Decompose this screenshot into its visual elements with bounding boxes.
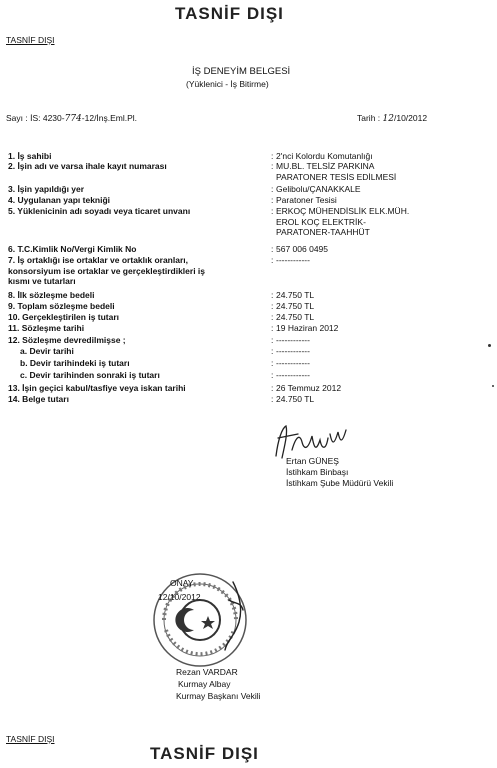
row-colon: :	[271, 383, 274, 393]
row-value-line: ------------	[276, 358, 310, 368]
row-label	[8, 335, 126, 346]
row-label	[8, 195, 110, 206]
row-label-line: 1. İş sahibi	[8, 151, 52, 161]
doc-title: İŞ DENEYİM BELGESİ	[192, 66, 291, 77]
row-label-line: kısmı ve tutarları	[8, 276, 76, 286]
signer-name: Ertan GÜNEŞ	[286, 456, 339, 466]
row-colon: :	[271, 312, 274, 322]
row-label-line: 5. Yüklenicinin adı soyadı veya ticaret unvanı	[8, 206, 191, 216]
signer-rank: İstihkam Binbaşı	[286, 467, 349, 477]
row-label	[8, 161, 167, 172]
scan-dot	[488, 344, 491, 347]
row-label	[8, 301, 115, 312]
row-label	[8, 206, 190, 217]
row-label	[8, 312, 119, 323]
row-label-line: 13. İşin geçici kabul/tasfiye veya iskan tarihi	[8, 383, 186, 393]
reference-handwritten: 774	[64, 114, 82, 124]
row-value-line: ------------	[276, 255, 310, 265]
row-value	[276, 195, 337, 206]
date-suffix: /10/2012	[393, 113, 428, 123]
date-label: Tarih :	[357, 113, 381, 123]
row-value-line: EROL KOÇ ELEKTRİK-	[276, 216, 366, 227]
row-label-line: konsorsiyum ise ortaklar ve gerçekleştirdikleri iş	[8, 265, 206, 276]
row-value-line: ------------	[276, 346, 310, 356]
row-value-line: Gelibolu/ÇANAKKALE	[276, 184, 361, 194]
row-value	[276, 370, 310, 381]
row-colon: :	[271, 323, 274, 333]
row-label-line: 12. Sözleşme devredilmişse ;	[8, 335, 126, 345]
row-value-line: 24.750 TL	[276, 290, 315, 300]
document-date	[357, 113, 427, 124]
row-value	[276, 323, 338, 334]
row-colon: :	[271, 206, 274, 216]
row-label-line: 14. Belge tutarı	[8, 394, 69, 404]
row-colon: :	[271, 255, 274, 265]
row-colon: :	[271, 335, 274, 345]
row-value-line: 567 006 0495	[276, 244, 328, 254]
row-label-line: 4. Uygulanan yapı tekniği	[8, 195, 111, 205]
row-colon: :	[271, 195, 274, 205]
scan-dot	[492, 385, 494, 387]
classification-header: TASNİF DIŞI	[175, 4, 284, 23]
row-value	[276, 255, 310, 266]
row-label	[20, 370, 160, 381]
approval-rank: Kurmay Albay	[178, 679, 231, 689]
signer-title: İstihkam Şube Müdürü Vekili	[286, 478, 394, 488]
row-value	[276, 346, 310, 357]
row-value	[276, 151, 373, 162]
row-colon: :	[271, 290, 274, 300]
approval-name: Rezan VARDAR	[176, 667, 238, 677]
row-value-line: 26 Temmuz 2012	[276, 383, 342, 393]
approval-date: 12/10/2012	[158, 592, 201, 602]
row-colon: :	[271, 370, 274, 380]
row-value	[276, 244, 328, 255]
row-value-line: Paratoner Tesisi	[276, 195, 337, 205]
row-value	[276, 383, 341, 394]
row-colon: :	[271, 394, 274, 404]
row-label	[20, 358, 130, 369]
row-colon: :	[271, 301, 274, 311]
row-value	[276, 358, 310, 369]
row-label	[8, 383, 186, 394]
row-value-line: 19 Haziran 2012	[276, 323, 339, 333]
row-label	[8, 394, 69, 405]
row-label	[20, 346, 74, 357]
row-value	[276, 301, 314, 312]
classification-small-bottom: TASNİF DIŞI	[6, 734, 55, 744]
row-value-line: 24.750 TL	[276, 312, 315, 322]
row-label-line: 7. İş ortaklığı ise ortaklar ve ortaklık oranları,	[8, 255, 188, 265]
row-label	[8, 151, 51, 162]
row-label-line: b. Devir tarihindeki iş tutarı	[20, 358, 130, 368]
row-label-line: 10. Gerçekleştirilen iş tutarı	[8, 312, 120, 322]
row-value	[276, 335, 310, 346]
row-value	[276, 290, 314, 301]
signer-block	[286, 456, 393, 489]
classification-small-top: TASNİF DIŞI	[6, 35, 55, 45]
row-label-line: 2. İşin adı ve varsa ihale kayıt numarası	[8, 161, 167, 171]
row-value-line: ------------	[276, 335, 310, 345]
row-colon: :	[271, 184, 274, 194]
row-label	[8, 244, 136, 255]
row-label-line: 6. T.C.Kimlik No/Vergi Kimlik No	[8, 244, 137, 254]
reference-number	[6, 113, 137, 124]
reference-label: Sayı : İS: 4230-	[6, 113, 65, 123]
row-label-line: 3. İşin yapıldığı yer	[8, 184, 85, 194]
row-value-line: 24.750 TL	[276, 301, 315, 311]
row-label	[8, 184, 84, 195]
row-value-line: 2'nci Kolordu Komutanlığı	[276, 151, 373, 161]
row-label-line: 8. İlk sözleşme bedeli	[8, 290, 95, 300]
row-label	[8, 255, 205, 287]
row-label-line: 9. Toplam sözleşme bedeli	[8, 301, 115, 311]
row-value	[276, 206, 409, 238]
row-value	[276, 184, 361, 195]
row-colon: :	[271, 244, 274, 254]
row-colon: :	[271, 151, 274, 161]
row-value-line: ------------	[276, 370, 310, 380]
row-label	[8, 290, 94, 301]
row-value	[276, 312, 314, 323]
reference-suffix: -12/İnş.Eml.Pl.	[81, 113, 138, 123]
doc-subtitle: (Yüklenici - İş Bitirme)	[186, 79, 269, 89]
row-value-line: ERKOÇ MÜHENDİSLİK ELK.MÜH.	[276, 206, 410, 216]
row-value-line: 24.750 TL	[276, 394, 315, 404]
row-colon: :	[271, 358, 274, 368]
row-value	[276, 161, 396, 182]
row-value-line: PARATONER TESİS EDİLMESİ	[276, 171, 397, 182]
row-value	[276, 394, 314, 405]
classification-footer: TASNİF DIŞI	[150, 744, 259, 763]
row-label-line: a. Devir tarihi	[20, 346, 74, 356]
approval-block	[176, 666, 261, 702]
date-handwritten: 12	[382, 114, 394, 124]
row-value-line: PARATONER-TAAHHÜT	[276, 227, 370, 237]
approval-title: Kurmay Başkanı Vekili	[176, 691, 261, 701]
approval-signature	[213, 580, 253, 665]
row-label-line: 11. Sözleşme tarihi	[8, 323, 85, 333]
row-label	[8, 323, 84, 334]
row-colon: :	[271, 161, 274, 171]
row-colon: :	[271, 346, 274, 356]
approval-label: ONAY	[170, 578, 194, 588]
row-value-line: MU.BL. TELSİZ PARKINA	[276, 161, 375, 171]
row-label-line: c. Devir tarihinden sonraki iş tutarı	[20, 370, 160, 380]
